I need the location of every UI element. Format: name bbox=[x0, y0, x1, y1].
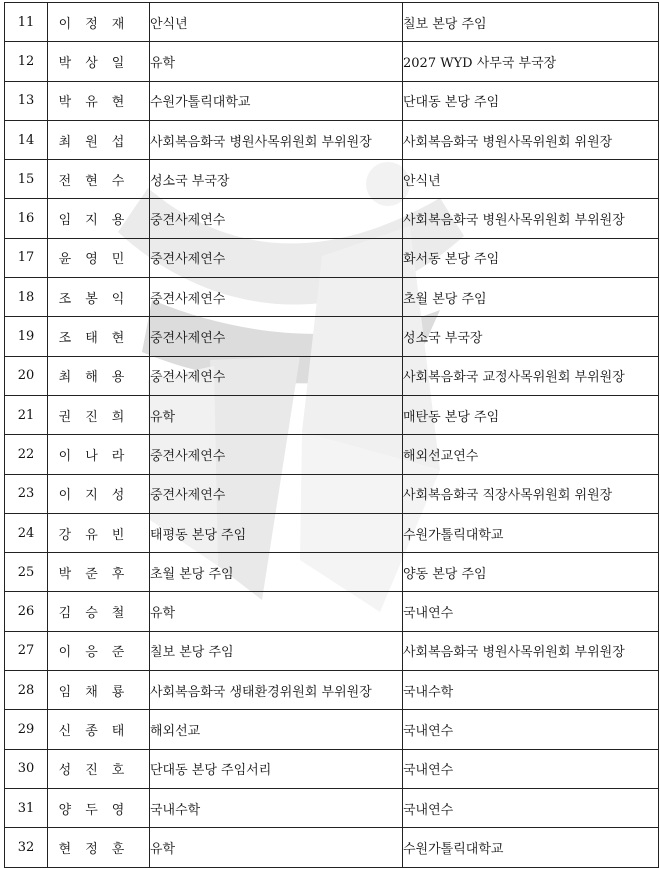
row-number: 26 bbox=[5, 592, 48, 631]
table-row bbox=[5, 120, 659, 159]
priest-name: 임채룡 bbox=[48, 671, 150, 710]
table-row bbox=[5, 81, 659, 120]
new-assignment: 칠보 본당 주임 bbox=[403, 3, 659, 42]
priest-name: 박상일 bbox=[48, 42, 150, 81]
priest-name: 박준후 bbox=[48, 553, 150, 592]
previous-assignment: 유학 bbox=[150, 395, 403, 434]
previous-assignment: 칠보 본당 주임 bbox=[150, 631, 403, 670]
row-number: 14 bbox=[5, 120, 48, 159]
new-assignment: 사회복음화국 병원사목위원회 부위원장 bbox=[403, 199, 659, 238]
new-assignment: 사회복음화국 병원사목위원회 위원장 bbox=[403, 120, 659, 159]
priest-name: 이지성 bbox=[48, 474, 150, 513]
previous-assignment: 중견사제연수 bbox=[150, 474, 403, 513]
previous-assignment: 중견사제연수 bbox=[150, 435, 403, 474]
new-assignment: 국내연수 bbox=[403, 788, 659, 827]
table-row bbox=[5, 435, 659, 474]
previous-assignment: 국내수학 bbox=[150, 788, 403, 827]
previous-assignment: 사회복음화국 병원사목위원회 부위원장 bbox=[150, 120, 403, 159]
previous-assignment: 단대동 본당 주임서리 bbox=[150, 749, 403, 788]
previous-assignment: 수원가톨릭대학교 bbox=[150, 81, 403, 120]
priest-name: 최원섭 bbox=[48, 120, 150, 159]
new-assignment: 국내수학 bbox=[403, 671, 659, 710]
row-number: 25 bbox=[5, 553, 48, 592]
table-row bbox=[5, 474, 659, 513]
row-number: 31 bbox=[5, 788, 48, 827]
row-number: 32 bbox=[5, 828, 48, 867]
priest-name: 임지용 bbox=[48, 199, 150, 238]
previous-assignment: 중견사제연수 bbox=[150, 238, 403, 277]
appointment-table bbox=[4, 2, 659, 868]
row-number: 17 bbox=[5, 238, 48, 277]
row-number: 15 bbox=[5, 160, 48, 199]
priest-name: 김승철 bbox=[48, 592, 150, 631]
row-number: 18 bbox=[5, 278, 48, 317]
new-assignment: 화서동 본당 주임 bbox=[403, 238, 659, 277]
previous-assignment: 중견사제연수 bbox=[150, 199, 403, 238]
table-row bbox=[5, 710, 659, 749]
new-assignment: 국내연수 bbox=[403, 710, 659, 749]
row-number: 23 bbox=[5, 474, 48, 513]
table-row bbox=[5, 3, 659, 42]
previous-assignment: 태평동 본당 주임 bbox=[150, 513, 403, 552]
row-number: 12 bbox=[5, 42, 48, 81]
previous-assignment: 중견사제연수 bbox=[150, 356, 403, 395]
priest-name: 이나라 bbox=[48, 435, 150, 474]
previous-assignment: 유학 bbox=[150, 42, 403, 81]
previous-assignment: 해외선교 bbox=[150, 710, 403, 749]
new-assignment: 수원가톨릭대학교 bbox=[403, 513, 659, 552]
priest-name: 이정재 bbox=[48, 3, 150, 42]
table-row bbox=[5, 356, 659, 395]
row-number: 22 bbox=[5, 435, 48, 474]
priest-name: 권진희 bbox=[48, 395, 150, 434]
new-assignment: 수원가톨릭대학교 bbox=[403, 828, 659, 867]
new-assignment: 국내연수 bbox=[403, 749, 659, 788]
row-number: 28 bbox=[5, 671, 48, 710]
row-number: 16 bbox=[5, 199, 48, 238]
table-row bbox=[5, 749, 659, 788]
row-number: 13 bbox=[5, 81, 48, 120]
new-assignment: 사회복음화국 직장사목위원회 위원장 bbox=[403, 474, 659, 513]
table-row bbox=[5, 42, 659, 81]
priest-name: 윤영민 bbox=[48, 238, 150, 277]
previous-assignment: 안식년 bbox=[150, 3, 403, 42]
priest-name: 최해용 bbox=[48, 356, 150, 395]
row-number: 27 bbox=[5, 631, 48, 670]
row-number: 29 bbox=[5, 710, 48, 749]
table-row bbox=[5, 553, 659, 592]
new-assignment: 단대동 본당 주임 bbox=[403, 81, 659, 120]
table-row bbox=[5, 828, 659, 867]
previous-assignment: 초월 본당 주임 bbox=[150, 553, 403, 592]
previous-assignment: 중견사제연수 bbox=[150, 317, 403, 356]
priest-name: 신종태 bbox=[48, 710, 150, 749]
priest-name: 이응준 bbox=[48, 631, 150, 670]
new-assignment: 사회복음화국 교정사목위원회 부위원장 bbox=[403, 356, 659, 395]
table-row bbox=[5, 199, 659, 238]
priest-name: 양두영 bbox=[48, 788, 150, 827]
table-row bbox=[5, 592, 659, 631]
previous-assignment: 유학 bbox=[150, 592, 403, 631]
row-number: 20 bbox=[5, 356, 48, 395]
priest-name: 전현수 bbox=[48, 160, 150, 199]
previous-assignment: 유학 bbox=[150, 828, 403, 867]
previous-assignment: 사회복음화국 생태환경위원회 부위원장 bbox=[150, 671, 403, 710]
new-assignment: 해외선교연수 bbox=[403, 435, 659, 474]
new-assignment: 초월 본당 주임 bbox=[403, 278, 659, 317]
row-number: 19 bbox=[5, 317, 48, 356]
row-number: 24 bbox=[5, 513, 48, 552]
table-row bbox=[5, 395, 659, 434]
table-row bbox=[5, 278, 659, 317]
new-assignment: 매탄동 본당 주임 bbox=[403, 395, 659, 434]
table-row bbox=[5, 631, 659, 670]
table-row bbox=[5, 671, 659, 710]
priest-name: 강유빈 bbox=[48, 513, 150, 552]
new-assignment: 양동 본당 주임 bbox=[403, 553, 659, 592]
previous-assignment: 성소국 부국장 bbox=[150, 160, 403, 199]
new-assignment: 국내연수 bbox=[403, 592, 659, 631]
priest-name: 조봉익 bbox=[48, 278, 150, 317]
row-number: 21 bbox=[5, 395, 48, 434]
new-assignment: 안식년 bbox=[403, 160, 659, 199]
appointment-table-body bbox=[5, 3, 659, 868]
new-assignment: 2027 WYD 사무국 부국장 bbox=[403, 42, 659, 81]
table-row bbox=[5, 317, 659, 356]
table-row bbox=[5, 238, 659, 277]
new-assignment: 사회복음화국 병원사목위원회 부위원장 bbox=[403, 631, 659, 670]
row-number: 11 bbox=[5, 3, 48, 42]
priest-name: 박유현 bbox=[48, 81, 150, 120]
table-row bbox=[5, 513, 659, 552]
table-row bbox=[5, 160, 659, 199]
new-assignment: 성소국 부국장 bbox=[403, 317, 659, 356]
priest-name: 현정훈 bbox=[48, 828, 150, 867]
priest-name: 성진호 bbox=[48, 749, 150, 788]
row-number: 30 bbox=[5, 749, 48, 788]
table-row bbox=[5, 788, 659, 827]
previous-assignment: 중견사제연수 bbox=[150, 278, 403, 317]
priest-name: 조태현 bbox=[48, 317, 150, 356]
